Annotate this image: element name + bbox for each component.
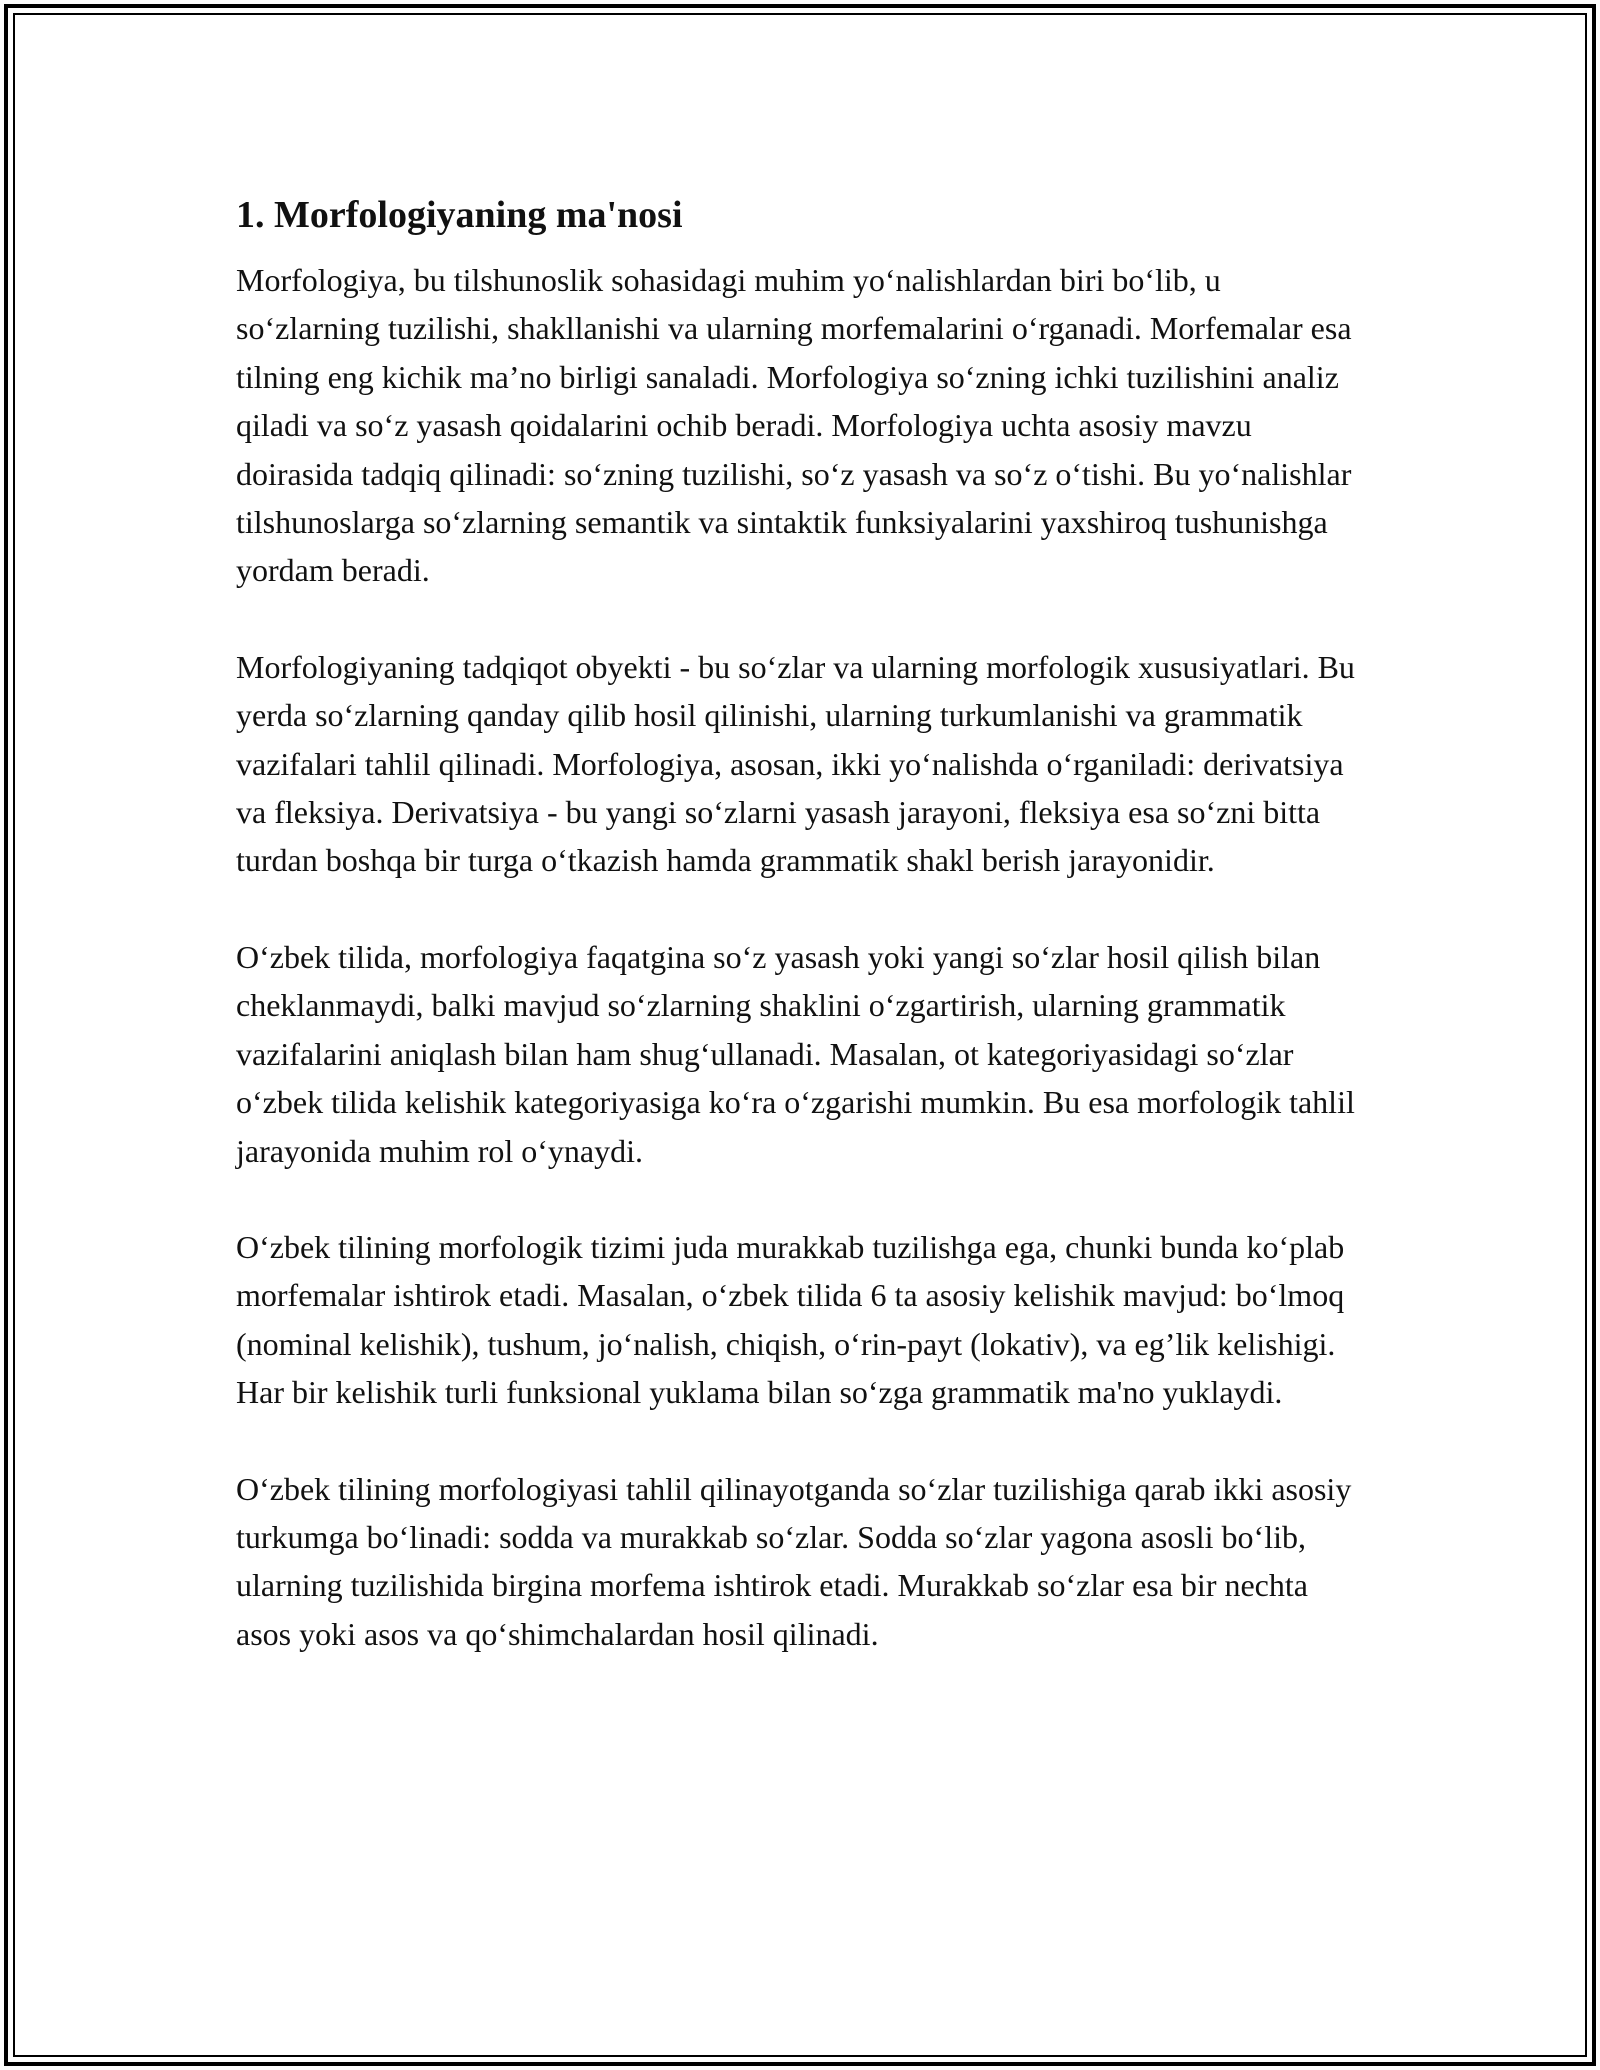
document-body: [236, 186, 1366, 1706]
page-title: 1. Morfologiyaning ma'nosi: [236, 194, 683, 236]
paragraph-4: Oʻzbek tilining morfologik tizimi juda murakkab tuzilishga ega, chunki bunda koʻplab morfemalar ishtirok etadi. Masalan, oʻzbek tilida 6 ta asosiy kelishik mavjud: boʻlmoq (nominal kelishik), tushum, joʻnalish, chiqish, oʻrin-payt (lokativ), va eg’lik kelishigi. Har bir kelishik turli funksional yuklama bilan soʻzga grammatik ma'no yuklaydi.: [236, 1228, 1345, 1411]
paragraph-2: Morfologiyaning tadqiqot obyekti - bu soʻzlar va ularning morfologik xususiyatlari. Bu yerda soʻzlarning qanday qilib hosil qilinishi, ularning turkumlanishi va grammatik vazifalari tahlil qilinadi. Morfologiya, asosan, ikki yoʻnalishda oʻrganiladi: derivatsiya va fleksiya. Derivatsiya - bu yangi soʻzlarni yasash jarayoni, fleksiya esa soʻzni bitta turdan boshqa bir turga oʻtkazish hamda grammatik shakl berish jarayonidir.: [236, 648, 1355, 879]
paragraph-5: Oʻzbek tilining morfologiyasi tahlil qilinayotganda soʻzlar tuzilishiga qarab ikki asosiy turkumga boʻlinadi: sodda va murakkab soʻzlar. Sodda soʻzlar yagona asosli boʻlib, ularning tuzilishida birgina morfema ishtirok etadi. Murakkab soʻzlar esa bir nechta asos yoki asos va qoʻshimchalardan hosil qilinadi.: [236, 1470, 1352, 1652]
paragraph-3: Oʻzbek tilida, morfologiya faqatgina soʻz yasash yoki yangi soʻzlar hosil qilish bilan cheklanmaydi, balki mavjud soʻzlarning shaklini oʻzgartirish, ularning grammatik vazifalarini aniqlash bilan ham shugʻullanadi. Masalan, ot kategoriyasidagi soʻzlar oʻzbek tilida kelishik kategoriyasiga koʻra oʻzgarishi mumkin. Bu esa morfologik tahlil jarayonida muhim rol oʻynaydi.: [236, 938, 1355, 1169]
paragraph-1: Morfologiya, bu tilshunoslik sohasidagi muhim yoʻnalishlardan biri boʻlib, u soʻzlarning tuzilishi, shakllanishi va ularning morfemalarini oʻrganadi. Morfemalar esa tilning eng kichik ma’no birligi sanaladi. Morfologiya soʻzning ichki tuzilishini analiz qiladi va soʻz yasash qoidalarini ochib beradi. Morfologiya uchta asosiy mavzu doirasida tadqiq qilinadi: soʻzning tuzilishi, soʻz yasash va soʻz oʻtishi. Bu yoʻnalishlar tilshunoslarga soʻzlarning semantik va sintaktik funksiyalarini yaxshiroq tushunishga yordam beradi.: [236, 262, 1352, 589]
